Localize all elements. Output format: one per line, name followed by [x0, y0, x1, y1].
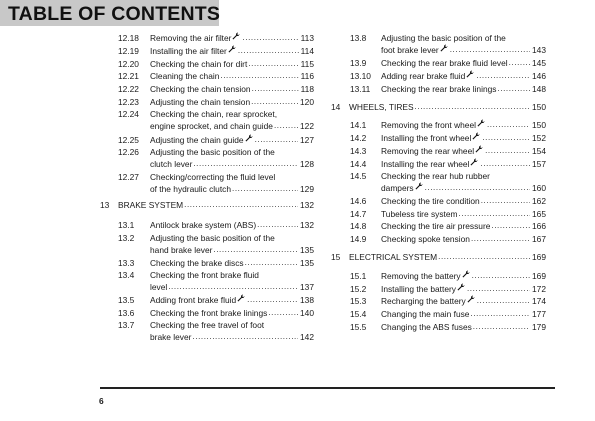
toc-entry-title: Checking the rear hub rubber	[381, 171, 490, 181]
toc-entry-title: Removing the air filter	[150, 33, 232, 43]
toc-page-ref: 113	[300, 33, 314, 43]
toc-entry-title: Installing the front wheel	[381, 133, 472, 143]
toc-entry[interactable]	[118, 294, 314, 306]
toc-entry[interactable]	[118, 58, 314, 70]
toc-entry-title: hand brake lever	[150, 245, 213, 256]
toc-entry-number: 13.3	[118, 258, 135, 268]
toc-entry-number: 14.6	[350, 196, 367, 206]
wrench-icon	[465, 70, 475, 82]
toc-entry-number: 12.20	[118, 59, 139, 69]
toc-entry-title: Adjusting the basic position of the	[150, 233, 275, 243]
toc-entry-title: of the hydraulic clutch	[150, 184, 232, 195]
toc-entry-title: Checking the tire condition	[381, 196, 480, 206]
wrench-icon	[227, 45, 237, 57]
toc-entry-number: 15	[331, 252, 341, 262]
toc-entry[interactable]	[350, 321, 546, 333]
toc-entry-title: Adding front brake fluid	[150, 295, 237, 305]
toc-entry-title: clutch lever	[150, 159, 193, 170]
toc-entry[interactable]	[350, 119, 546, 131]
toc-page-ref: 179	[532, 322, 546, 332]
toc-entry[interactable]	[350, 145, 546, 157]
toc-page-ref: 169	[532, 271, 546, 281]
toc-page-ref: 172	[532, 284, 546, 294]
toc-page-ref: 162	[532, 196, 546, 206]
dot-leader	[268, 307, 298, 319]
toc-entry[interactable]	[350, 57, 546, 69]
toc-entry-title: WHEELS, TIRES	[349, 102, 414, 112]
toc-page-ref: 150	[532, 120, 546, 130]
toc-entry-number: 12.26	[118, 147, 139, 157]
toc-entry-number: 12.25	[118, 135, 139, 145]
wrench-icon	[469, 158, 479, 170]
toc-entry[interactable]	[118, 96, 314, 108]
toc-entry[interactable]	[118, 257, 314, 269]
toc-entry[interactable]	[118, 171, 314, 196]
dot-leader	[509, 57, 530, 69]
toc-page-ref: 115	[300, 59, 314, 69]
toc-entry[interactable]	[118, 146, 314, 171]
dot-leader	[168, 281, 298, 293]
toc-page-ref: 135	[300, 245, 314, 256]
toc-entry[interactable]	[350, 170, 546, 195]
dot-leader	[238, 45, 299, 57]
title-banner	[0, 0, 219, 26]
toc-entry-title: Adjusting the chain guide	[150, 135, 244, 145]
page-title: TABLE OF CONTENTS	[8, 3, 221, 25]
toc-page-ref: 138	[300, 295, 314, 305]
dot-leader	[467, 283, 530, 295]
toc-entry[interactable]	[350, 270, 546, 282]
toc-entry-number: 13	[100, 200, 110, 210]
dot-leader	[471, 233, 530, 245]
toc-entry-number: 14.5	[350, 171, 367, 181]
wrench-icon	[414, 182, 424, 194]
wrench-icon	[461, 270, 471, 282]
dot-leader	[415, 101, 530, 113]
toc-entry-number: 14.4	[350, 159, 367, 169]
toc-entry-title: Changing the ABS fuses	[381, 322, 472, 332]
toc-page-ref: 160	[532, 183, 546, 194]
toc-entry-number: 15.3	[350, 296, 367, 306]
toc-entry-title: Removing the rear wheel	[381, 146, 475, 156]
toc-page-ref: 152	[532, 133, 546, 143]
dot-leader	[242, 32, 298, 44]
toc-entry-title: foot brake lever	[381, 45, 439, 56]
dot-leader	[482, 132, 530, 144]
toc-entry[interactable]	[118, 134, 314, 146]
toc-entry[interactable]	[350, 308, 546, 320]
toc-entry-number: 15.1	[350, 271, 367, 281]
toc-entry-title: Tubeless tire system	[381, 209, 458, 219]
dot-leader	[470, 308, 530, 320]
toc-entry-title: Cleaning the chain	[150, 71, 220, 81]
toc-entry[interactable]	[118, 70, 314, 82]
dot-leader	[192, 331, 298, 343]
toc-entry[interactable]	[118, 219, 314, 231]
toc-entry-number: 12.27	[118, 172, 139, 182]
dot-leader	[491, 220, 530, 232]
wrench-icon	[466, 295, 476, 307]
toc-entry-number: 14.8	[350, 221, 367, 231]
toc-page-ref: 142	[300, 332, 314, 343]
toc-page-ref: 127	[300, 135, 314, 145]
dot-leader	[425, 182, 530, 194]
toc-entry[interactable]	[350, 283, 546, 295]
toc-entry-title: dampers	[381, 183, 414, 194]
toc-page-ref: 120	[300, 97, 314, 107]
toc-entry-title: BRAKE SYSTEM	[118, 200, 184, 210]
wrench-icon	[476, 119, 486, 131]
toc-page-ref: 146	[532, 71, 546, 81]
toc-entry-number: 14.9	[350, 234, 367, 244]
toc-page-ref: 154	[532, 146, 546, 156]
wrench-icon	[471, 132, 481, 144]
footer-rule	[100, 387, 555, 389]
toc-page-ref: 132	[300, 220, 314, 230]
toc-entry-title: Removing the battery	[381, 271, 461, 281]
toc-entry-title: Adjusting the basic position of the	[381, 33, 506, 43]
wrench-icon	[236, 294, 246, 306]
toc-entry-number: 12.24	[118, 109, 139, 119]
toc-page-ref: 135	[300, 258, 314, 268]
toc-entry-title: Installing the rear wheel	[381, 159, 470, 169]
toc-page-ref: 116	[300, 71, 314, 81]
toc-entry-title: Checking the front brake fluid	[150, 270, 259, 280]
toc-entry-number: 14	[331, 102, 341, 112]
toc-entry-title: Installing the battery	[381, 284, 456, 294]
toc-entry-title: Checking the front brake linings	[150, 308, 268, 318]
dot-leader	[438, 251, 530, 263]
wrench-icon	[439, 44, 449, 56]
toc-entry-title: Checking the chain, rear sprocket,	[150, 109, 278, 119]
toc-entry-title: Changing the main fuse	[381, 309, 470, 319]
dot-leader	[450, 44, 530, 56]
page-number: 6	[99, 396, 104, 406]
toc-entry[interactable]	[118, 108, 314, 133]
dot-leader	[220, 70, 298, 82]
toc-entry[interactable]	[350, 32, 546, 57]
toc-page-ref: 128	[300, 159, 314, 170]
dot-leader	[477, 295, 530, 307]
toc-page-ref: 169	[532, 252, 546, 262]
dot-leader	[472, 270, 530, 282]
toc-entry-title: Installing the air filter	[150, 46, 227, 56]
toc-entry-title: engine sprocket, and chain guide	[150, 121, 273, 132]
toc-page-ref: 137	[300, 282, 314, 293]
dot-leader	[480, 158, 530, 170]
dot-leader	[193, 158, 298, 170]
toc-entry-title: brake lever	[150, 332, 192, 343]
toc-page-ref: 129	[300, 184, 314, 195]
toc-entry-number: 13.11	[350, 84, 371, 94]
toc-entry-title: Adjusting the chain tension	[150, 97, 251, 107]
toc-entry-number: 15.4	[350, 309, 367, 319]
dot-leader	[255, 134, 298, 146]
toc-entry[interactable]	[350, 195, 546, 207]
toc-entry-number: 13.5	[118, 295, 135, 305]
toc-entry-title: Checking the free travel of foot	[150, 320, 265, 330]
toc-entry-title: Checking spoke tension	[381, 234, 470, 244]
dot-leader	[184, 199, 298, 211]
dot-leader	[257, 219, 298, 231]
toc-entry-number: 14.3	[350, 146, 367, 156]
toc-entry-number: 12.19	[118, 46, 139, 56]
toc-chapter-entry[interactable]	[331, 101, 546, 113]
dot-leader	[476, 70, 530, 82]
toc-page-ref: 165	[532, 209, 546, 219]
toc-entry[interactable]	[350, 208, 546, 220]
dot-leader	[274, 120, 298, 132]
dot-leader	[245, 257, 298, 269]
toc-entry-title: Removing the front wheel	[381, 120, 476, 130]
toc-entry-number: 14.1	[350, 120, 367, 130]
toc-chapter-entry[interactable]	[331, 251, 546, 263]
toc-entry-number: 13.8	[350, 33, 367, 43]
toc-entry-number: 14.7	[350, 209, 367, 219]
toc-entry-number: 13.7	[118, 320, 135, 330]
toc-page-ref: 174	[532, 296, 546, 306]
toc-entry-title: Checking the rear brake fluid level	[381, 58, 508, 68]
toc-entry[interactable]	[350, 132, 546, 144]
dot-leader	[213, 244, 298, 256]
dot-leader	[473, 321, 530, 333]
dot-leader	[485, 145, 530, 157]
toc-chapter-entry[interactable]	[100, 199, 314, 211]
toc-entry-number: 15.2	[350, 284, 367, 294]
toc-entry-number: 12.23	[118, 97, 139, 107]
toc-entry[interactable]	[350, 83, 546, 95]
toc-entry-title: Adjusting the basic position of the	[150, 147, 275, 157]
dot-leader	[481, 195, 530, 207]
toc-entry-title: Recharging the battery	[381, 296, 466, 306]
wrench-icon	[474, 145, 484, 157]
toc-entry-title: ELECTRICAL SYSTEM	[349, 252, 438, 262]
wrench-icon	[231, 32, 241, 44]
toc-entry-number: 12.22	[118, 84, 139, 94]
dot-leader	[232, 183, 298, 195]
dot-leader	[248, 58, 298, 70]
toc-entry[interactable]	[118, 32, 314, 44]
toc-page-ref: 145	[532, 58, 546, 68]
toc-entry-number: 13.4	[118, 270, 135, 280]
dot-leader	[487, 119, 530, 131]
toc-entry-title: Checking the tire air pressure	[381, 221, 491, 231]
toc-page-ref: 140	[300, 308, 314, 318]
toc-entry-title: level	[150, 282, 168, 293]
toc-page-ref: 143	[532, 45, 546, 56]
toc-entry[interactable]	[118, 307, 314, 319]
dot-leader	[247, 294, 298, 306]
toc-entry[interactable]	[350, 295, 546, 307]
toc-entry-number: 13.6	[118, 308, 135, 318]
toc-entry[interactable]	[118, 269, 314, 294]
toc-entry-number: 13.1	[118, 220, 135, 230]
toc-entry-number: 13.10	[350, 71, 371, 81]
toc-entry-number: 12.21	[118, 71, 139, 81]
toc-entry-number: 12.18	[118, 33, 139, 43]
toc-entry-title: Checking the chain tension	[150, 84, 251, 94]
dot-leader	[458, 208, 530, 220]
toc-entry[interactable]	[118, 232, 314, 257]
toc-entry[interactable]	[118, 319, 314, 344]
toc-entry-number: 15.5	[350, 322, 367, 332]
toc-entry-title: Checking the rear brake linings	[381, 84, 497, 94]
toc-page-ref: 157	[532, 159, 546, 169]
toc-entry[interactable]	[118, 83, 314, 95]
toc-page-ref: 148	[532, 84, 546, 94]
toc-entry-title: Adding rear brake fluid	[381, 71, 466, 81]
toc-entry[interactable]	[350, 70, 546, 82]
toc-page-ref: 150	[532, 102, 546, 112]
toc-page-ref: 177	[532, 309, 546, 319]
dot-leader	[251, 96, 298, 108]
toc-entry[interactable]	[350, 158, 546, 170]
wrench-icon	[244, 134, 254, 146]
toc-entry[interactable]	[350, 233, 546, 245]
toc-entry-title: Checking the brake discs	[150, 258, 244, 268]
toc-entry[interactable]	[118, 45, 314, 57]
toc-entry-number: 13.9	[350, 58, 367, 68]
toc-entry-title: Antilock brake system (ABS)	[150, 220, 257, 230]
toc-page-ref: 114	[300, 46, 314, 56]
toc-entry-number: 13.2	[118, 233, 135, 243]
toc-entry-number: 14.2	[350, 133, 367, 143]
toc-entry-title: Checking/correcting the fluid level	[150, 172, 276, 182]
wrench-icon	[456, 283, 466, 295]
toc-page-ref: 122	[300, 121, 314, 132]
toc-page-ref: 166	[532, 221, 546, 231]
dot-leader	[497, 83, 530, 95]
toc-page-ref: 118	[300, 84, 314, 94]
toc-page-ref: 167	[532, 234, 546, 244]
dot-leader	[252, 83, 299, 95]
toc-page-ref: 132	[300, 200, 314, 210]
toc-entry[interactable]	[350, 220, 546, 232]
toc-entry-title: Checking the chain for dirt	[150, 59, 248, 69]
